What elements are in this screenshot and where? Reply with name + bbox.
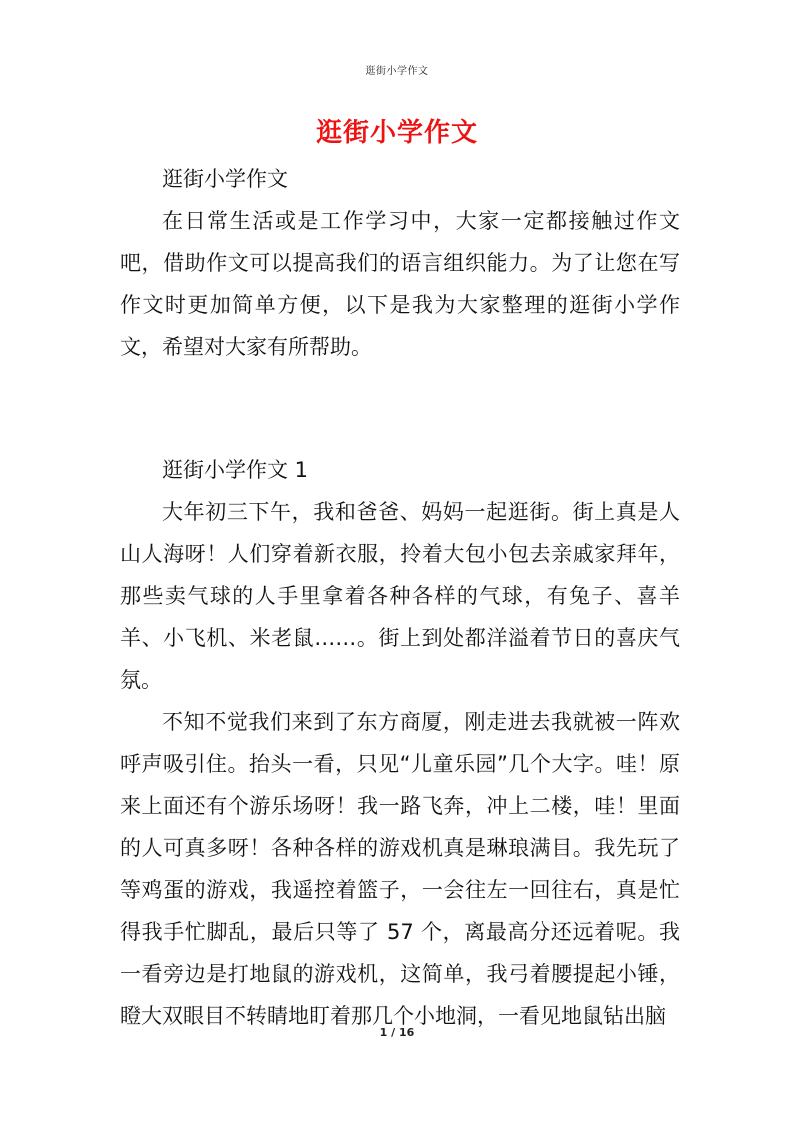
document-title: 逛街小学作文: [315, 118, 478, 148]
intro-paragraph: 在日常生活或是工作学习中，大家一定都接触过作文吧，借助作文可以提高我们的语言组织能力。为了让您在写作文时更加简单方便，以下是我为大家整理的逛街小学作文，希望对大家有所帮助。: [120, 209, 680, 359]
essay-1-paragraph-2: 不知不觉我们来到了东方商厦，刚走进去我就被一阵欢呼声吸引住。抬头一看，只见“儿童乐园”几个大字。哇！原来上面还有个游乐场呀！我一路飞奔，冲上二楼，哇！里面的人可真多呀！各种各样的游戏机真是琳琅满目。我先玩了等鸡蛋的游戏，我遥控着篮子，一会往左一回往右，真是忙得我手忙脚乱，最后只等了 57 个，离最高分还远着呢。我一看旁边是打地鼠的游戏机，这简单，我弓着腰提起小锤，瞪大双眼目不转睛地盯着那几个小地洞，一看见地鼠钻出脑: [120, 710, 680, 1028]
essay-1-heading: 逛街小学作文 1: [162, 458, 309, 482]
page-number: 1 / 16: [379, 1026, 415, 1039]
essay-1-section: [120, 449, 680, 1037]
intro-heading: 逛街小学作文: [162, 167, 288, 191]
essay-1-paragraph-1: 大年初三下午，我和爸爸、妈妈一起逛街。街上真是人山人海呀！人们穿着新衣服，拎着大包小包去亲戚家拜年，那些卖气球的人手里拿着各种各样的气球，有兔子、喜羊羊、小飞机、米老鼠……。街上到处都洋溢着节日的喜庆气氛。: [120, 500, 680, 692]
running-header: 逛街小学作文: [365, 66, 429, 77]
intro-section: [120, 158, 680, 368]
